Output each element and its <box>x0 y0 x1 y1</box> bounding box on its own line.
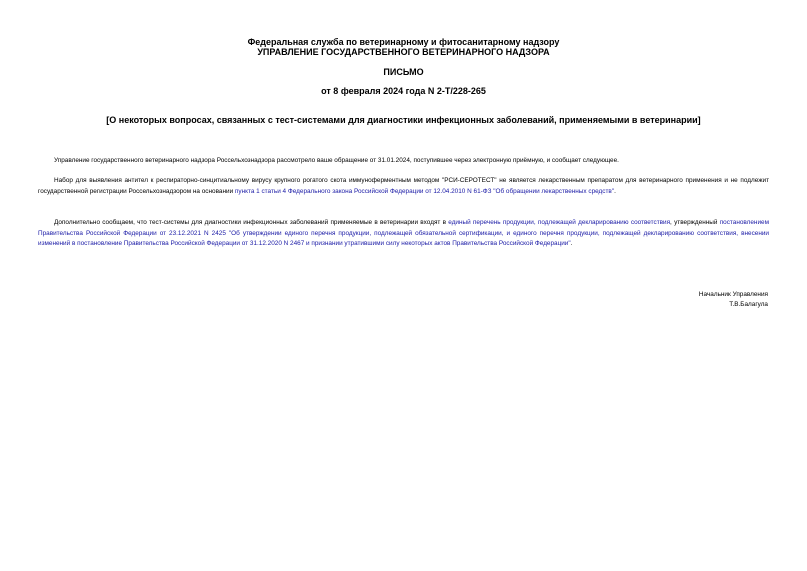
paragraph-3-text-start: Дополнительно сообщаем, что тест-системы для диагностики инфекционных заболеваний применяемые в ветеринарии входят в <box>54 219 449 226</box>
government-decree-link[interactable]: постановлением Правительства Российской Федерации от 23.12.2021 N 2425 "Об утверждении единого перечня продукции, подлежащей обязательной сертификации, и единого перечня продукции, подлежащей декларированию соответствия, внесении изменений в постановление Правительства Российской Федерации от 31.12.2020 N 2467 и признании утратившими силу некоторых актов Правительства Российской Федерации" <box>38 219 769 247</box>
paragraph-1-text: Управление государственного ветеринарного надзора Россельхознадзора рассмотрело ваше обращение от 31.01.2024, поступившее через электронную приёмную, и сообщает следующее. <box>54 157 619 164</box>
paragraph-2 <box>38 176 769 197</box>
document-type: ПИСЬМО <box>383 67 424 77</box>
unified-list-link[interactable]: единый перечень продукции, подлежащей декларированию соответствия <box>448 219 671 226</box>
paragraph-1 <box>38 156 769 167</box>
agency-name: Федеральная служба по ветеринарному и фитосанитарному надзору <box>247 37 560 47</box>
document-subject: [О некоторых вопросах, связанных с тест-системами для диагностики инфекционных заболеваний, применяемыми в ветеринарии] <box>106 115 701 125</box>
paragraph-2-text-end: . <box>614 187 616 195</box>
paragraph-3 <box>38 218 769 250</box>
paragraph-3-text-middle: , утвержденный <box>670 219 720 226</box>
department-name: УПРАВЛЕНИЕ ГОСУДАРСТВЕННОГО ВЕТЕРИНАРНОГО НАДЗОРА <box>257 47 550 57</box>
paragraph-3-text-end: . <box>570 240 573 247</box>
signatory-title: Начальник Управления <box>698 291 768 298</box>
paragraph-2-text-start: Набор для выявления антител к респираторно-синцитиальному вирусу крупного рогатого скота иммуноферментным методом "РСИ-СЕРОТЕСТ" не является лекарственным препаратом для ветеринарного применения и не подлежит государственной регистрации Россельхознадзором на основании <box>38 177 769 195</box>
signatory-name: Т.В.Балагула <box>729 301 768 308</box>
document-date-number: от 8 февраля 2024 года N 2-Т/228-265 <box>321 86 486 96</box>
federal-law-link[interactable]: пункта 1 статьи 4 Федерального закона Российской Федерации от 12.04.2010 N 61-ФЗ "Об обращении лекарственных средств" <box>234 187 615 195</box>
